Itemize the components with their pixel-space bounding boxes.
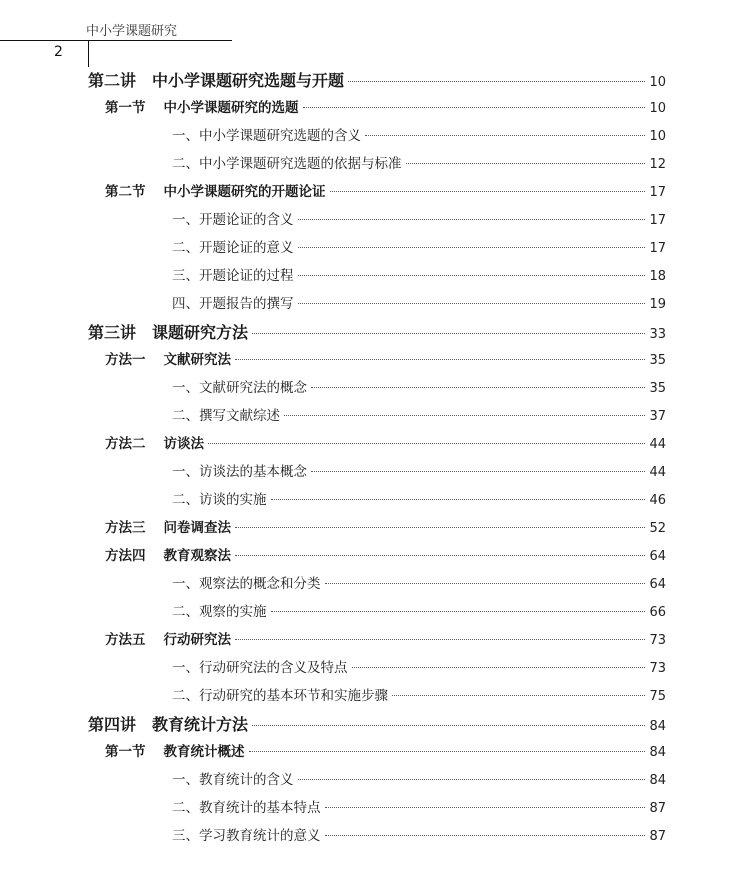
dot-leader	[235, 527, 645, 528]
toc-entry-number: 第四讲	[88, 715, 137, 734]
toc-entry-title: 课题研究方法	[152, 323, 249, 342]
toc-entry-number: 第二讲	[88, 71, 137, 90]
toc-entry-level-1[interactable]	[88, 68, 666, 91]
toc-entry-level-3[interactable]	[172, 768, 666, 788]
dot-leader	[325, 835, 646, 836]
toc-entry-title: 二、开题论证的意义	[172, 240, 294, 256]
toc-entry-title: 一、教育统计的含义	[172, 772, 294, 788]
toc-entry-page: 84	[649, 719, 666, 734]
toc-entry-page: 73	[649, 633, 666, 648]
dot-leader	[208, 443, 645, 444]
toc-entry-level-3[interactable]	[172, 152, 666, 172]
toc-entry-page: 64	[649, 549, 666, 564]
page-number-rule	[88, 41, 89, 67]
toc-entry-page: 10	[649, 75, 666, 90]
toc-entry-level-3[interactable]	[172, 600, 666, 620]
toc-entry-level-2[interactable]	[105, 96, 666, 116]
toc-entry-title: 文献研究法	[163, 352, 231, 368]
dot-leader	[235, 555, 645, 556]
toc-entry-page: 35	[649, 353, 666, 368]
dot-leader	[325, 807, 646, 808]
toc-entry-number: 方法一	[105, 352, 146, 368]
dot-leader	[303, 107, 646, 108]
toc-entry-page: 18	[649, 269, 666, 284]
toc-entry-level-2[interactable]	[105, 180, 666, 200]
toc-entry-level-3[interactable]	[172, 236, 666, 256]
toc-entry-title: 中小学课题研究的开题论证	[163, 184, 326, 200]
dot-leader	[311, 471, 645, 472]
toc-entry-level-3[interactable]	[172, 292, 666, 312]
dot-leader	[298, 779, 646, 780]
toc-entry-page: 17	[649, 213, 666, 228]
toc-entry-page: 33	[649, 327, 666, 342]
toc-entry-level-3[interactable]	[172, 404, 666, 424]
toc-entry-title: 二、观察的实施	[172, 604, 267, 620]
toc-entry-level-1[interactable]	[88, 320, 666, 343]
toc-entry-level-3[interactable]	[172, 460, 666, 480]
toc-entry-level-3[interactable]	[172, 376, 666, 396]
dot-leader	[235, 639, 645, 640]
toc-entry-page: 52	[649, 521, 666, 536]
toc-entry-number: 第一节	[105, 744, 146, 760]
toc-entry-page: 87	[649, 801, 666, 816]
toc-entry-level-3[interactable]	[172, 488, 666, 508]
toc-entry-title: 中小学课题研究选题与开题	[152, 71, 345, 90]
toc-entry-level-2[interactable]	[105, 516, 666, 536]
toc-entry-title: 四、开题报告的撰写	[172, 296, 294, 312]
toc-entry-page: 87	[649, 829, 666, 844]
toc-entry-number: 第一节	[105, 100, 146, 116]
toc-entry-title: 二、行动研究的基本环节和实施步骤	[172, 688, 388, 704]
toc-entry-title: 三、开题论证的过程	[172, 268, 294, 284]
dot-leader	[352, 667, 646, 668]
toc-entry-title: 教育观察法	[163, 548, 231, 564]
toc-entry-title: 访谈法	[163, 436, 204, 452]
toc-entry-title: 三、学习教育统计的意义	[172, 828, 321, 844]
toc-entry-title: 二、访谈的实施	[172, 492, 267, 508]
toc-entry-page: 37	[649, 409, 666, 424]
toc-entry-level-3[interactable]	[172, 124, 666, 144]
toc-entry-level-2[interactable]	[105, 432, 666, 452]
toc-entry-level-3[interactable]	[172, 796, 666, 816]
toc-entry-page: 84	[649, 745, 666, 760]
toc-entry-level-3[interactable]	[172, 572, 666, 592]
toc-entry-number: 方法二	[105, 436, 146, 452]
toc-entry-page: 19	[649, 297, 666, 312]
toc-entry-title: 教育统计方法	[152, 715, 249, 734]
toc-entry-level-3[interactable]	[172, 264, 666, 284]
toc-entry-level-2[interactable]	[105, 628, 666, 648]
toc-entry-title: 二、中小学课题研究选题的依据与标准	[172, 156, 402, 172]
dot-leader	[252, 725, 645, 726]
toc-entry-title: 中小学课题研究的选题	[163, 100, 299, 116]
dot-leader	[348, 81, 645, 82]
toc-entry-page: 17	[649, 185, 666, 200]
toc-entry-title: 二、撰写文献综述	[172, 408, 280, 424]
toc-entry-number: 第三讲	[88, 323, 137, 342]
toc-entry-level-3[interactable]	[172, 684, 666, 704]
toc-entry-level-2[interactable]	[105, 740, 666, 760]
toc-entry-title: 问卷调查法	[163, 520, 231, 536]
dot-leader	[392, 695, 645, 696]
toc-entry-page: 10	[649, 101, 666, 116]
toc-entry-title: 行动研究法	[163, 632, 231, 648]
toc-entry-level-3[interactable]	[172, 656, 666, 676]
toc-entry-page: 44	[649, 437, 666, 452]
toc-entry-page: 12	[649, 157, 666, 172]
toc-entry-page: 46	[649, 493, 666, 508]
running-head: 中小学课题研究	[86, 24, 178, 39]
dot-leader	[298, 275, 646, 276]
toc-entry-page: 10	[649, 129, 666, 144]
toc-entry-level-2[interactable]	[105, 544, 666, 564]
toc-entry-page: 64	[649, 577, 666, 592]
dot-leader	[252, 333, 645, 334]
toc-entry-page: 66	[649, 605, 666, 620]
toc-entry-number: 方法三	[105, 520, 146, 536]
page-number: 2	[54, 44, 63, 60]
dot-leader	[298, 219, 646, 220]
toc-entry-level-3[interactable]	[172, 208, 666, 228]
toc-entry-title: 二、教育统计的基本特点	[172, 800, 321, 816]
dot-leader	[298, 247, 646, 248]
toc-entry-page: 75	[649, 689, 666, 704]
toc-entry-number: 第二节	[105, 184, 146, 200]
toc-entry-title: 一、访谈法的基本概念	[172, 464, 307, 480]
toc-entry-title: 一、观察法的概念和分类	[172, 576, 321, 592]
toc-entry-level-3[interactable]	[172, 824, 666, 844]
dot-leader	[271, 499, 646, 500]
toc-entry-page: 73	[649, 661, 666, 676]
dot-leader	[311, 387, 645, 388]
dot-leader	[406, 163, 646, 164]
dot-leader	[325, 583, 646, 584]
toc-entry-title: 教育统计概述	[163, 744, 245, 760]
toc-entry-number: 方法五	[105, 632, 146, 648]
dot-leader	[298, 303, 646, 304]
toc-entry-page: 35	[649, 381, 666, 396]
toc-entry-page: 84	[649, 773, 666, 788]
toc-entry-level-1[interactable]	[88, 712, 666, 735]
dot-leader	[235, 359, 645, 360]
dot-leader	[271, 611, 646, 612]
dot-leader	[365, 135, 645, 136]
toc-entry-level-2[interactable]	[105, 348, 666, 368]
toc-entry-title: 一、行动研究法的含义及特点	[172, 660, 348, 676]
toc-entry-title: 一、中小学课题研究选题的含义	[172, 128, 361, 144]
toc-entry-title: 一、开题论证的含义	[172, 212, 294, 228]
toc-entry-title: 一、文献研究法的概念	[172, 380, 307, 396]
toc-entry-page: 17	[649, 241, 666, 256]
toc-entry-page: 44	[649, 465, 666, 480]
header-rule	[0, 40, 232, 41]
dot-leader	[249, 751, 646, 752]
dot-leader	[330, 191, 646, 192]
dot-leader	[284, 415, 645, 416]
toc-entry-number: 方法四	[105, 548, 146, 564]
